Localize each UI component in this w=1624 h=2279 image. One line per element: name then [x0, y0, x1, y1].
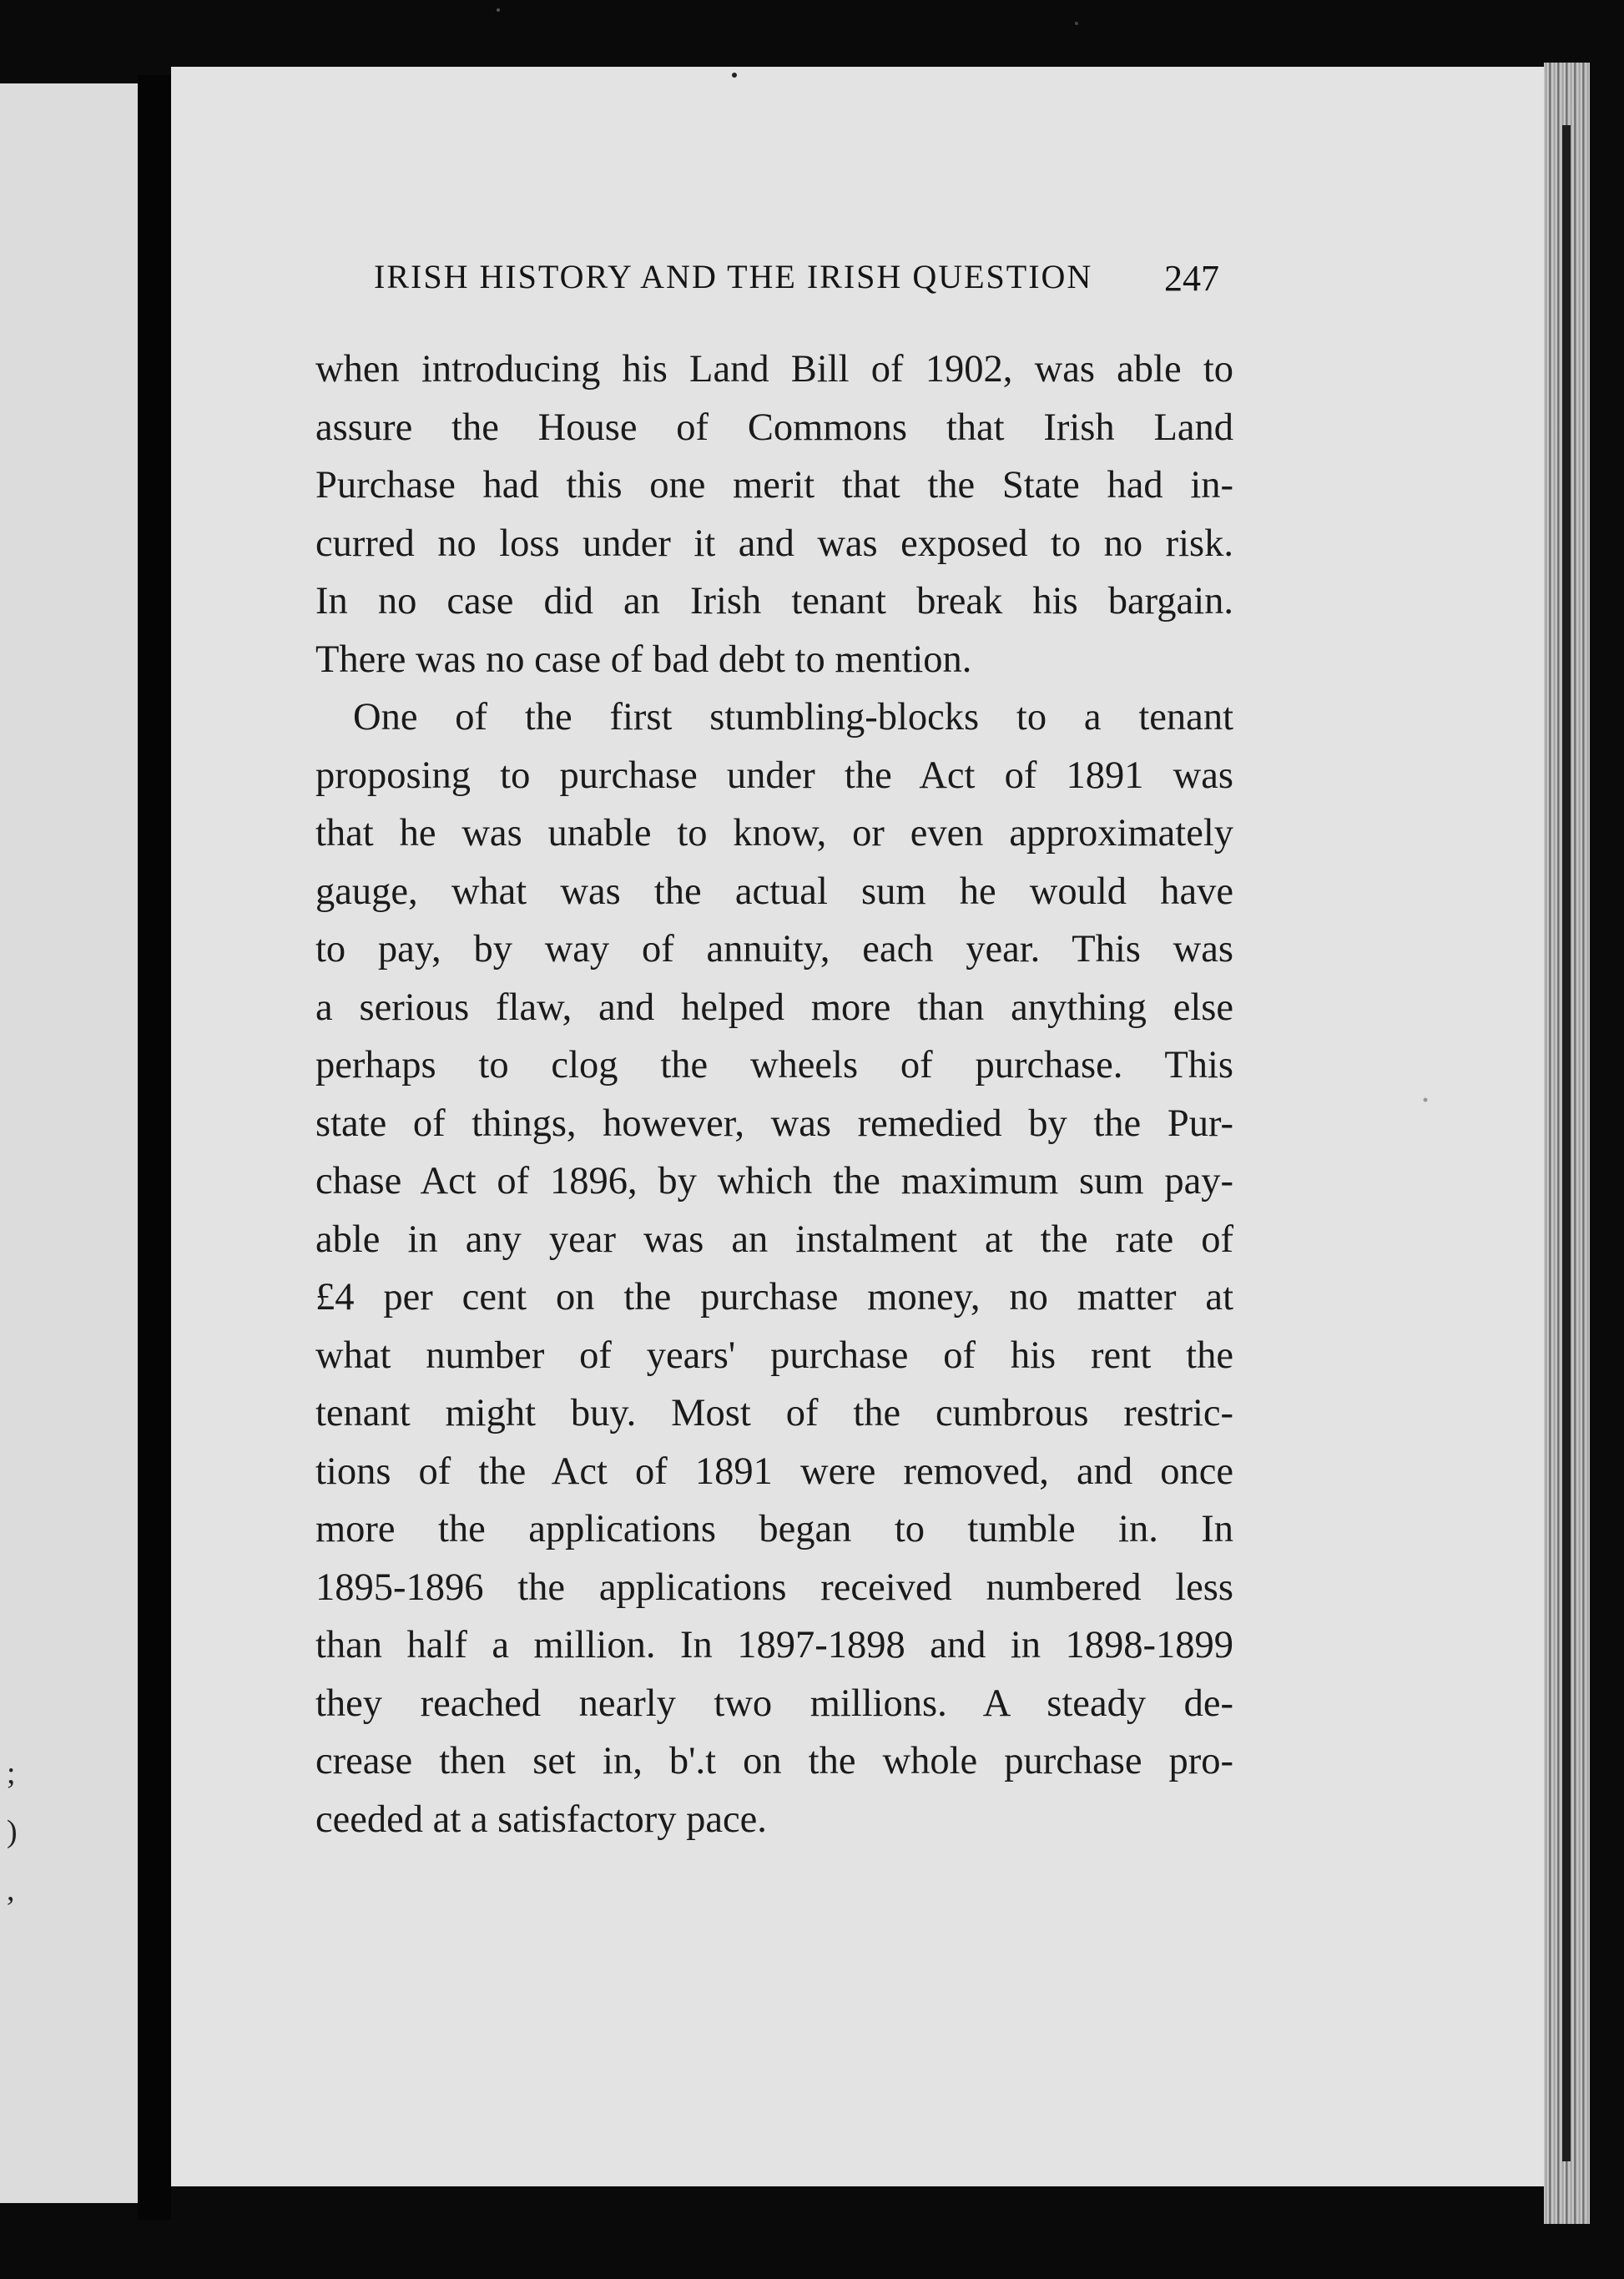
facing-page-mark: ,: [7, 1873, 15, 1908]
dust-speck: [1075, 22, 1078, 25]
text-line: assure the House of Commons that Irish Land: [315, 406, 1233, 449]
facing-page-mark: ): [7, 1814, 18, 1849]
text-line: to pay, by way of annuity, each year. This was: [315, 928, 1233, 971]
text-line: when introducing his Land Bill of 1902, was able to: [315, 348, 1233, 391]
text-line: ceeded at a satisfactory pace.: [315, 1797, 767, 1841]
text-line: crease then set in, b'.t on the whole purchase pro-: [315, 1740, 1233, 1782]
book-gutter: [138, 75, 171, 2220]
text-line: tions of the Act of 1891 were removed, and once: [315, 1450, 1233, 1493]
text-line: £4 per cent on the purchase money, no matter at: [315, 1276, 1233, 1318]
text-line: 1895-1896 the applications received numbered less: [315, 1566, 1233, 1609]
text-line: state of things, however, was remedied by the Pur-: [315, 1102, 1233, 1145]
text-line: what number of years' purchase of his rent the: [315, 1334, 1233, 1377]
text-line: In no case did an Irish tenant break his bargain.: [315, 580, 1233, 623]
text-line: One of the first stumbling-blocks to a tenant: [353, 696, 1233, 739]
text-line: chase Act of 1896, by which the maximum sum pay-: [315, 1160, 1233, 1203]
fore-edge-shadow: [1562, 125, 1571, 2161]
running-head: IRISH HISTORY AND THE IRISH QUESTION: [374, 258, 1093, 295]
text-line: proposing to purchase under the Act of 1891 was: [315, 754, 1233, 797]
text-line: more the applications began to tumble in. In: [315, 1508, 1233, 1550]
text-line: than half a million. In 1897-1898 and in 1898-1899: [315, 1624, 1233, 1666]
page-number: 247: [1164, 258, 1219, 299]
text-line: curred no loss under it and was exposed to no risk.: [315, 522, 1233, 565]
text-line: There was no case of bad debt to mention.: [315, 638, 972, 681]
facing-page-marks: [7, 1744, 23, 1928]
dust-speck: [497, 8, 500, 12]
text-line: able in any year was an instalment at the rate of: [315, 1218, 1233, 1261]
body-text: [315, 340, 1233, 1848]
text-line: gauge, what was the actual sum he would have: [315, 870, 1233, 913]
text-line: they reached nearly two millions. A steady de-: [315, 1682, 1233, 1725]
text-line: tenant might buy. Most of the cumbrous restric-: [315, 1392, 1233, 1434]
text-line: that he was unable to know, or even approximately: [315, 812, 1233, 855]
text-line: a serious flaw, and helped more than anything else: [315, 986, 1233, 1029]
facing-page-edge: [0, 83, 138, 2203]
facing-page-mark: ;: [7, 1756, 16, 1791]
text-line: Purchase had this one merit that the State had in-: [315, 464, 1233, 507]
text-line: perhaps to clog the wheels of purchase. This: [315, 1044, 1233, 1087]
